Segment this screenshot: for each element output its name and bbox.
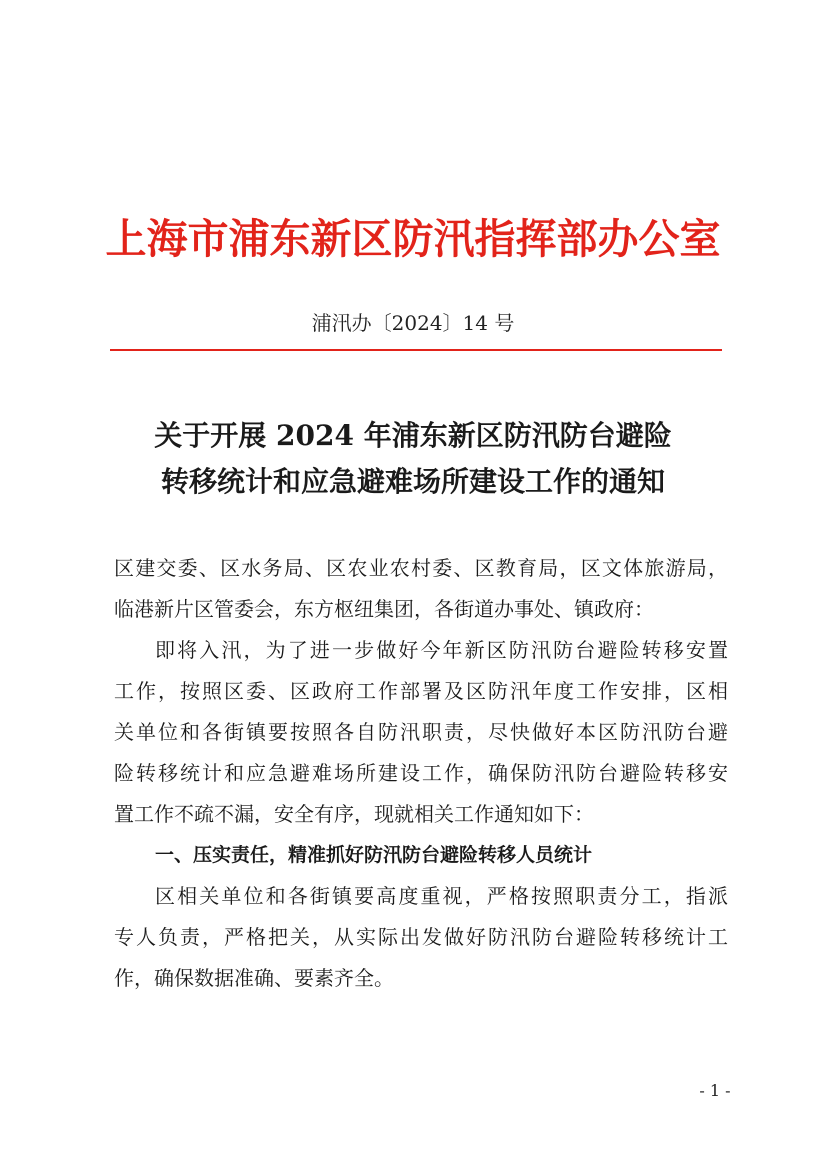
section-1-line-1: 区相关单位和各街镇要高度重视，严格按照职责分工，指派	[155, 884, 728, 908]
section-1-line-3: 作，确保数据准确、要素齐全。	[114, 966, 394, 990]
intro-line-3: 关单位和各街镇要按照各自防汛职责，尽快做好本区防汛防台避	[114, 720, 728, 744]
document-title-line-2: 转移统计和应急避难场所建设工作的通知	[160, 465, 665, 498]
recipients-line-2: 临港新片区管委会，东方枢纽集团，各街道办事处、镇政府：	[114, 597, 654, 621]
recipients-line-1: 区建交委、区水务局、区农业农村委、区教育局，区文体旅游局，	[114, 556, 728, 580]
section-1-line-2: 专人负责，严格把关，从实际出发做好防汛防台避险转移统计工	[114, 925, 728, 949]
intro-line-1: 即将入汛，为了进一步做好今年新区防汛防台避险转移安置	[155, 638, 728, 662]
intro-line-4: 险转移统计和应急避难场所建设工作，确保防汛防台避险转移安	[114, 761, 728, 785]
issuing-organization-masthead: 上海市浦东新区防汛指挥部办公室	[105, 215, 721, 263]
document-number: 浦汛办〔2024〕14 号	[311, 311, 515, 335]
section-1-heading: 一、压实责任，精准抓好防汛防台避险转移人员统计	[155, 844, 593, 866]
intro-line-5: 置工作不疏不漏，安全有序，现就相关工作通知如下：	[114, 802, 594, 826]
document-body	[114, 548, 728, 999]
document-title-line-1: 关于开展 2024 年浦东新区防汛防台避险	[154, 419, 672, 452]
red-separator-rule	[110, 349, 722, 351]
intro-line-2: 工作，按照区委、区政府工作部署及区防汛年度工作安排，区相	[114, 679, 728, 703]
page-number: - 1 -	[699, 1081, 731, 1100]
